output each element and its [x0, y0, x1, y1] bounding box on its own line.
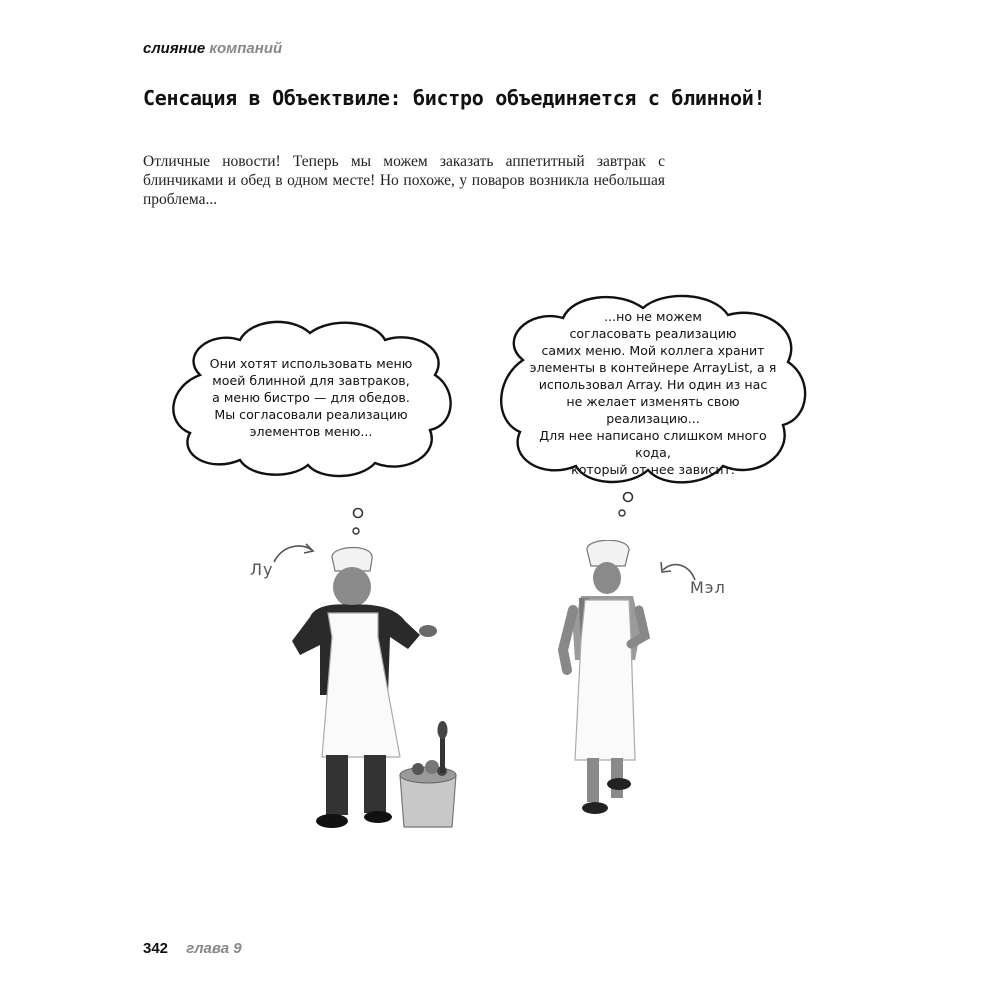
chef-lu-illustration: [280, 545, 460, 835]
label-lu: Лу: [250, 560, 274, 579]
thought-dots-icon: [610, 485, 650, 525]
bubble-line: а меню бистро — для обедов.: [212, 390, 410, 405]
chapter-label: глава 9: [186, 940, 242, 957]
page-headline: Сенсация в Объектвиле: бистро объединяется с блинной!: [143, 86, 766, 110]
bubble-line: согласовать реализацию: [569, 326, 737, 341]
thought-dots-icon: [340, 495, 380, 545]
running-head: [143, 40, 282, 57]
bubble-line: элементы в контейнере ArrayList, а я: [529, 360, 777, 375]
bubble-line: который от нее зависит.: [571, 462, 735, 477]
bubble-line: самих меню. Мой коллега хранит: [541, 343, 765, 358]
thought-bubble-mel: [488, 290, 818, 488]
thought-bubble-lu: [160, 315, 460, 480]
bubble-line: не желает изменять свою реализацию...: [566, 394, 740, 426]
page-footer: [143, 940, 242, 957]
bubble-line: элементов меню...: [249, 424, 373, 439]
running-head-subsection: компаний: [209, 40, 283, 57]
bubble-line: Мы согласовали реализацию: [214, 407, 408, 422]
chef-mel-illustration: [545, 540, 665, 825]
bubble-line: использовал Array. Ни один из нас: [538, 377, 768, 392]
bubble-line: Они хотят использовать меню: [209, 356, 413, 371]
bubble-line: Для нее написано слишком много кода,: [539, 428, 767, 460]
thought-bubble-mel-text: [522, 308, 784, 478]
thought-bubble-lu-text: [200, 355, 422, 440]
label-mel: Мэл: [690, 578, 726, 597]
running-head-section: слияние: [143, 40, 206, 57]
bubble-line: ...но не можем: [604, 309, 702, 324]
intro-paragraph: Отличные новости! Теперь мы можем заказать аппетитный завтрак с блинчиками и обед в одном месте! Но похоже, у поваров возникла небольшая проблема...: [143, 153, 665, 208]
page-number: 342: [143, 940, 169, 957]
bubble-line: моей блинной для завтраков,: [212, 373, 410, 388]
